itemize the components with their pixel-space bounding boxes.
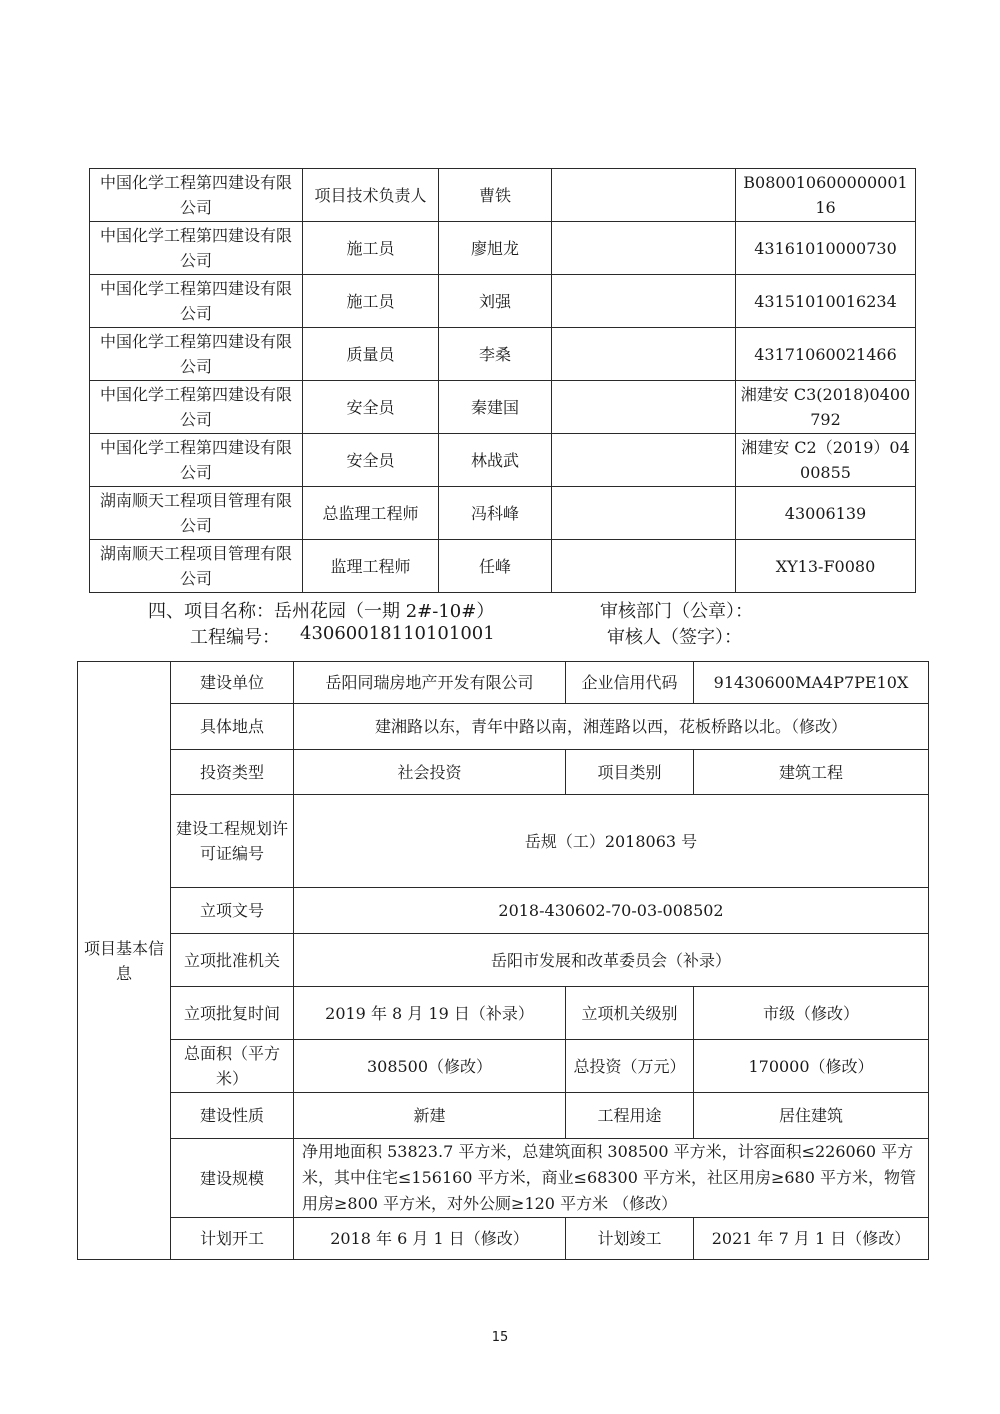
audit-department: 审核部门（公章）： xyxy=(600,601,753,622)
company-cell: 中国化学工程第四建设有限公司 xyxy=(90,381,303,434)
blank-cell xyxy=(552,434,736,487)
company-cell: 中国化学工程第四建设有限公司 xyxy=(90,434,303,487)
project-code-value: 43060018110101001 xyxy=(300,623,495,644)
role-cell: 总监理工程师 xyxy=(303,487,439,540)
finish-label: 计划竣工 xyxy=(566,1218,694,1260)
company-cell: 湖南顺天工程项目管理有限公司 xyxy=(90,487,303,540)
certificate-cell: B08001060000000116 xyxy=(736,169,916,222)
personnel-row xyxy=(90,328,916,381)
blank-cell xyxy=(552,487,736,540)
permit-value: 岳规（工）2018063 号 xyxy=(294,795,929,888)
category-label: 项目类别 xyxy=(566,750,694,795)
nature-label: 建设性质 xyxy=(171,1093,294,1139)
name-cell: 刘强 xyxy=(439,275,552,328)
name-cell: 廖旭龙 xyxy=(439,222,552,275)
approval-org-value: 岳阳市发展和改革委员会（补录） xyxy=(294,934,929,987)
builder-value: 岳阳同瑞房地产开发有限公司 xyxy=(294,662,566,704)
blank-cell xyxy=(552,275,736,328)
personnel-table xyxy=(89,168,916,593)
approval-no-value: 2018-430602-70-03-008502 xyxy=(294,888,929,934)
name-cell: 秦建国 xyxy=(439,381,552,434)
auditor-signature: 审核人（签字）： xyxy=(607,627,742,648)
start-label: 计划开工 xyxy=(171,1218,294,1260)
investment-label: 总投资（万元） xyxy=(566,1040,694,1093)
personnel-row xyxy=(90,487,916,540)
blank-cell xyxy=(552,328,736,381)
certificate-cell: 湘建安 C2（2019）0400855 xyxy=(736,434,916,487)
blank-cell xyxy=(552,169,736,222)
start-value: 2018 年 6 月 1 日（修改） xyxy=(294,1218,566,1260)
investment-value: 170000（修改） xyxy=(694,1040,929,1093)
permit-label: 建设工程规划许可证编号 xyxy=(171,795,294,888)
project-info-table xyxy=(77,661,929,1260)
area-label: 总面积（平方米） xyxy=(171,1040,294,1093)
personnel-row xyxy=(90,275,916,328)
name-cell: 林战武 xyxy=(439,434,552,487)
role-cell: 质量员 xyxy=(303,328,439,381)
scale-label: 建设规模 xyxy=(171,1139,294,1218)
personnel-row xyxy=(90,169,916,222)
company-cell: 中国化学工程第四建设有限公司 xyxy=(90,222,303,275)
personnel-row xyxy=(90,381,916,434)
builder-label: 建设单位 xyxy=(171,662,294,704)
project-title: 四、项目名称：岳州花园（一期 2#-10#） xyxy=(148,601,495,622)
company-cell: 中国化学工程第四建设有限公司 xyxy=(90,275,303,328)
blank-cell xyxy=(552,222,736,275)
company-cell: 中国化学工程第四建设有限公司 xyxy=(90,169,303,222)
name-cell: 李桑 xyxy=(439,328,552,381)
invest-type-label: 投资类型 xyxy=(171,750,294,795)
role-cell: 监理工程师 xyxy=(303,540,439,593)
approval-org-label: 立项批准机关 xyxy=(171,934,294,987)
certificate-cell: 湘建安 C3(2018)0400792 xyxy=(736,381,916,434)
location-label: 具体地点 xyxy=(171,704,294,750)
name-cell: 冯科峰 xyxy=(439,487,552,540)
org-level-value: 市级（修改） xyxy=(694,987,929,1040)
role-cell: 施工员 xyxy=(303,222,439,275)
role-cell: 项目技术负责人 xyxy=(303,169,439,222)
personnel-row xyxy=(90,540,916,593)
blank-cell xyxy=(552,540,736,593)
approval-date-value: 2019 年 8 月 19 日（补录） xyxy=(294,987,566,1040)
usage-value: 居住建筑 xyxy=(694,1093,929,1139)
usage-label: 工程用途 xyxy=(566,1093,694,1139)
scale-value: 净用地面积 53823.7 平方米，总建筑面积 308500 平方米，计容面积≤226060 平方米，其中住宅≤156160 平方米，商业≤68300 平方米，社区用房≥680 平方米，物管用房≥800 平方米，对外公厕≥120 平方米 （修改） xyxy=(294,1139,929,1218)
name-cell: 任峰 xyxy=(439,540,552,593)
approval-no-label: 立项文号 xyxy=(171,888,294,934)
credit-value: 91430600MA4P7PE10X xyxy=(694,662,929,704)
category-value: 建筑工程 xyxy=(694,750,929,795)
certificate-cell: 43006139 xyxy=(736,487,916,540)
org-level-label: 立项机关级别 xyxy=(566,987,694,1040)
finish-value: 2021 年 7 月 1 日（修改） xyxy=(694,1218,929,1260)
name-cell: 曹铁 xyxy=(439,169,552,222)
area-value: 308500（修改） xyxy=(294,1040,566,1093)
credit-label: 企业信用代码 xyxy=(566,662,694,704)
company-cell: 湖南顺天工程项目管理有限公司 xyxy=(90,540,303,593)
project-code-label: 工程编号： xyxy=(190,627,280,648)
role-cell: 安全员 xyxy=(303,434,439,487)
section-label: 项目基本信息 xyxy=(78,662,171,1260)
certificate-cell: 43161010000730 xyxy=(736,222,916,275)
blank-cell xyxy=(552,381,736,434)
personnel-row xyxy=(90,222,916,275)
certificate-cell: 43151010016234 xyxy=(736,275,916,328)
invest-type-value: 社会投资 xyxy=(294,750,566,795)
nature-value: 新建 xyxy=(294,1093,566,1139)
company-cell: 中国化学工程第四建设有限公司 xyxy=(90,328,303,381)
personnel-row xyxy=(90,434,916,487)
role-cell: 安全员 xyxy=(303,381,439,434)
page-number: 15 xyxy=(491,1330,509,1345)
role-cell: 施工员 xyxy=(303,275,439,328)
certificate-cell: 43171060021466 xyxy=(736,328,916,381)
location-value: 建湘路以东，青年中路以南，湘莲路以西，花板桥路以北。（修改） xyxy=(294,704,929,750)
approval-date-label: 立项批复时间 xyxy=(171,987,294,1040)
certificate-cell: XY13-F0080 xyxy=(736,540,916,593)
